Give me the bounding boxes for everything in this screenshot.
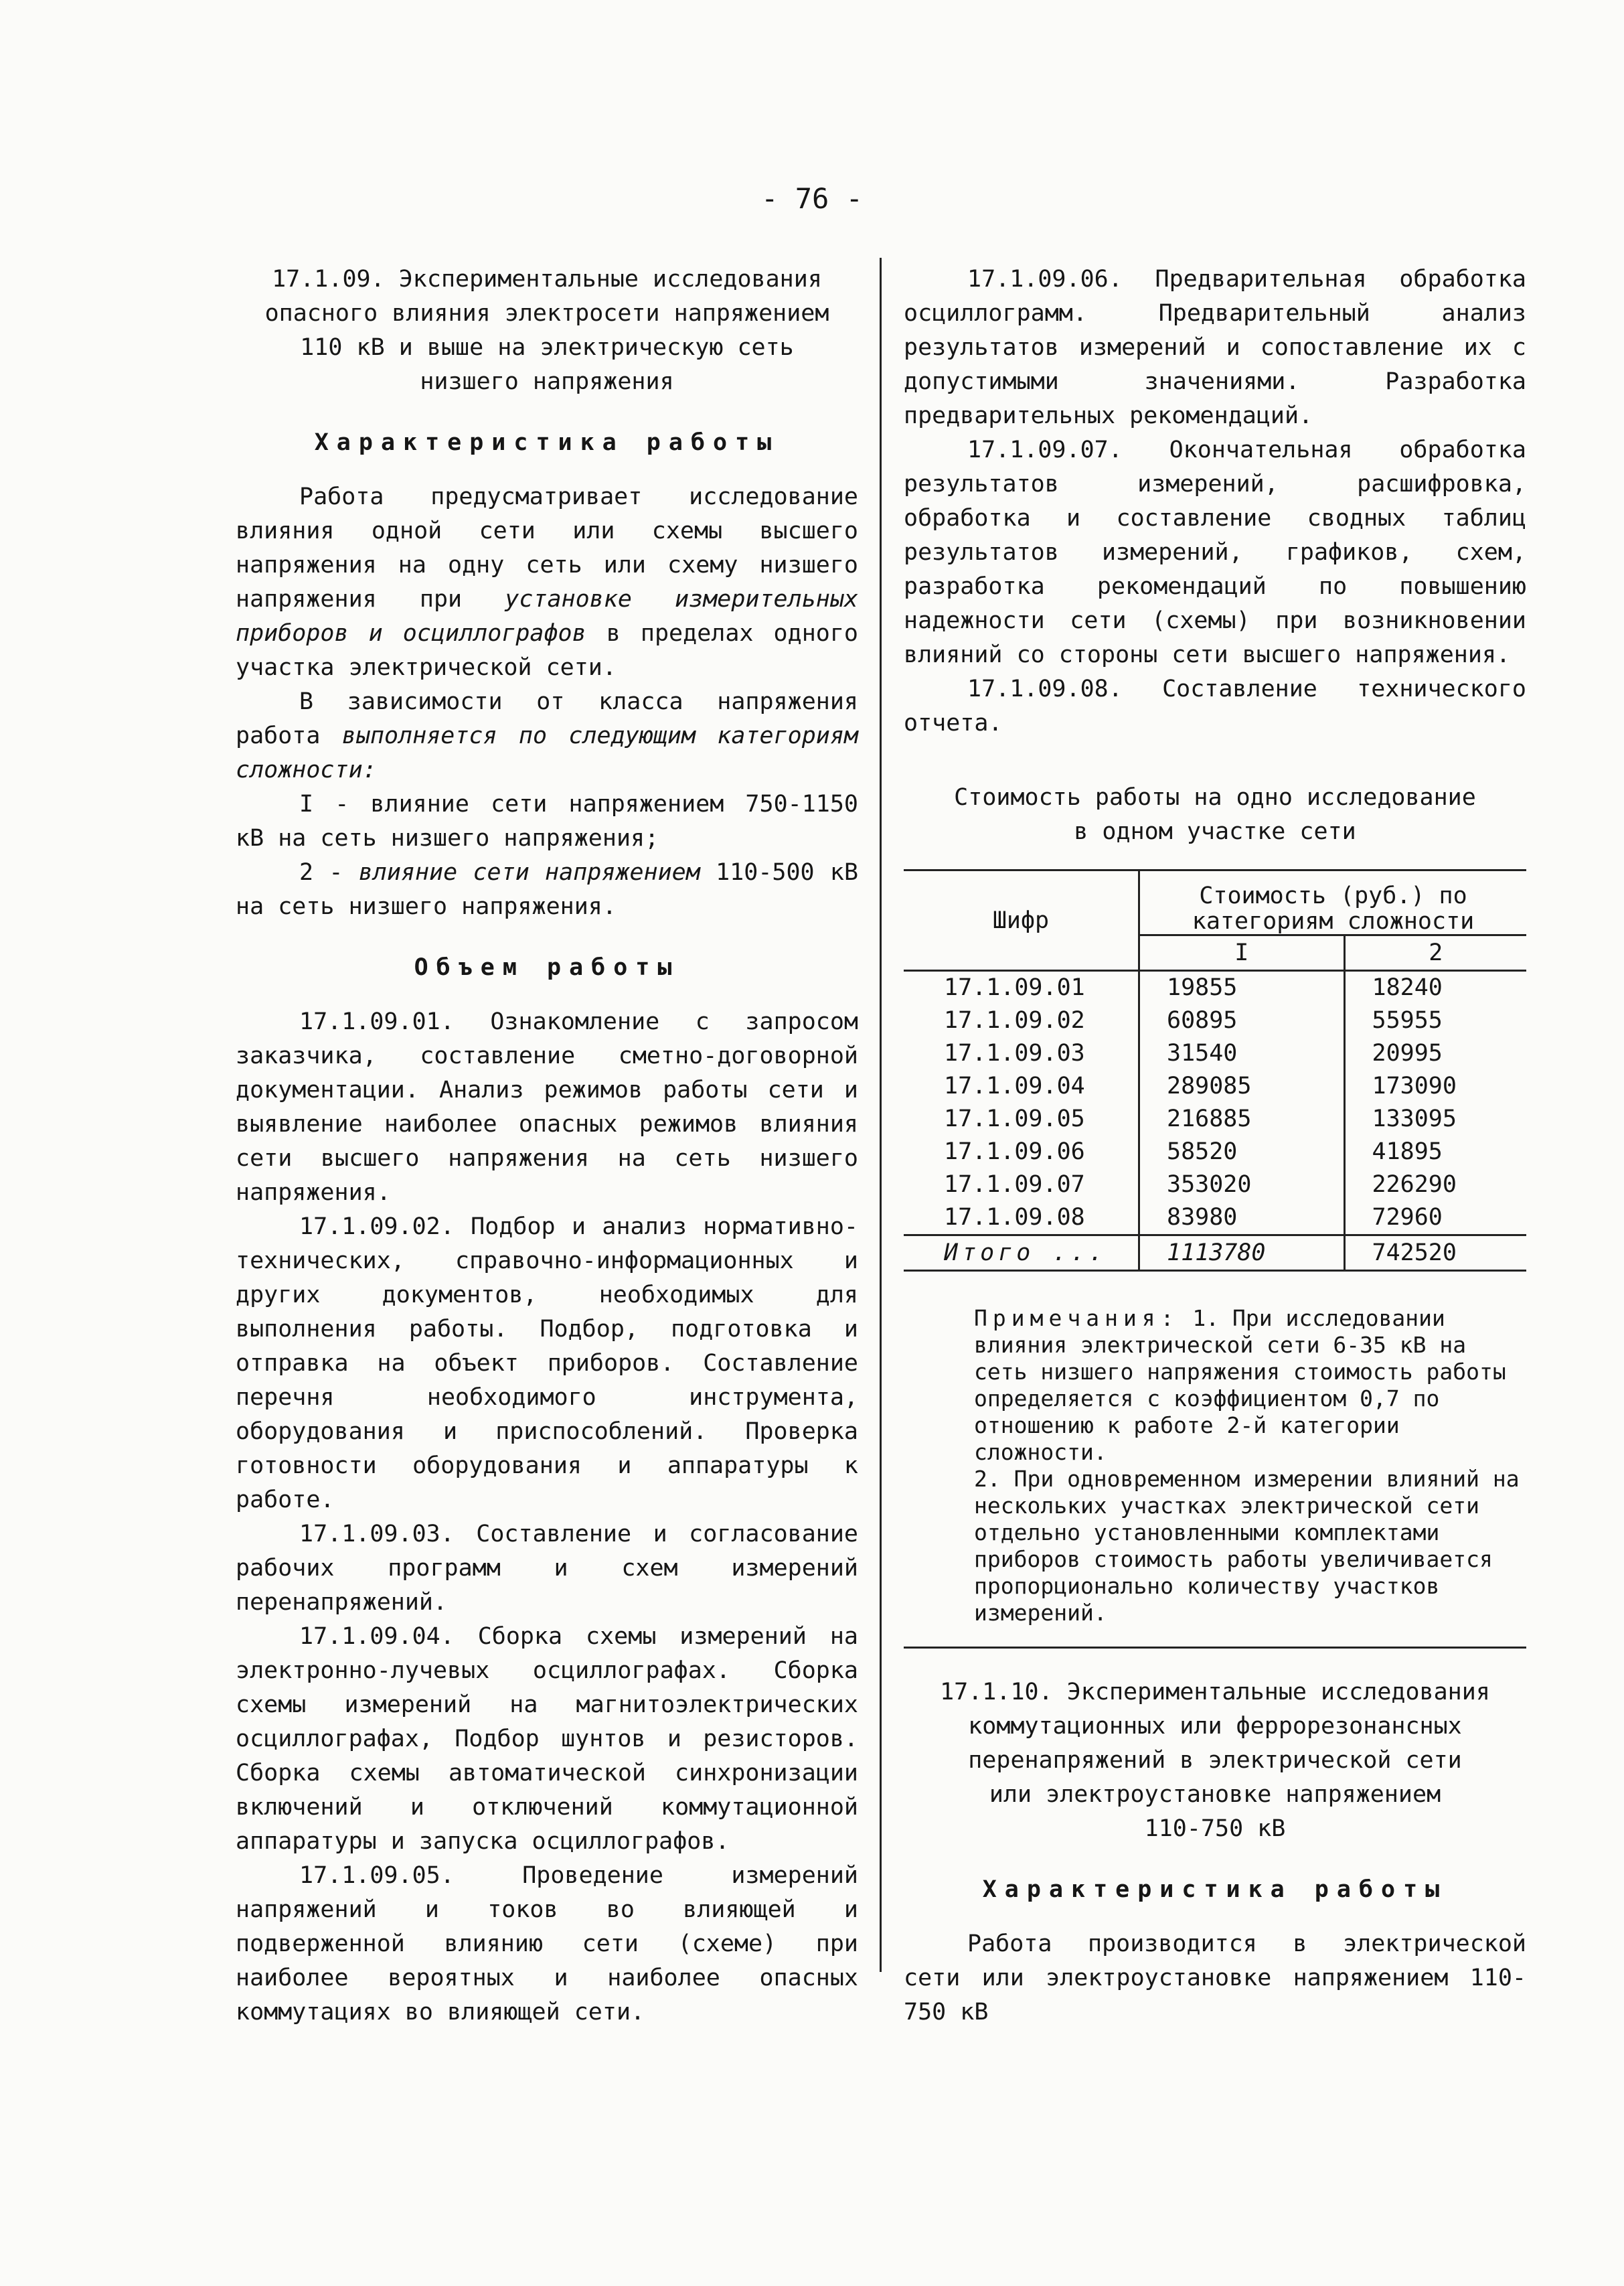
- section-title-17-1-09: [236, 262, 858, 399]
- work-item: 17.1.09.07. Окончательная обработка результатов измерений, расшифровка, обработка и составление сводных таблиц результатов измерений, графиков, схем, разработка рекомендаций по повышению надежности сети (схемы) при возникновении влияний со стороны сети высшего напряжения.: [904, 437, 1526, 668]
- text: В зависимости от класса напряжения работа: [236, 688, 858, 749]
- text: 2 -: [299, 859, 343, 886]
- cell-code: 17.1.09.08: [944, 1204, 1085, 1231]
- work-item: 17.1.09.02. Подбор и анализ нормативно-технических, справочно-информационных и других документов, необходимых для выполнения работы. Подбор, подготовка и отправка на объект приборов. Составление перечня необходимого инструмента, оборудования и приспособлений. Проверка готовности оборудования и аппаратуры к работе.: [236, 1213, 858, 1513]
- cell-cat-1: 58520: [1139, 1136, 1345, 1168]
- cell-cat-2: 72960: [1344, 1201, 1526, 1235]
- total-cat-1: 1113780: [1139, 1235, 1345, 1271]
- cell-cat-1: 289085: [1139, 1070, 1345, 1103]
- cell-cat-2: 55955: [1344, 1004, 1526, 1037]
- cell-code: 17.1.09.03: [944, 1040, 1085, 1067]
- paragraph-description: [236, 480, 858, 685]
- title-line: перенапряжений в электрической сети: [968, 1747, 1462, 1774]
- table-row: [904, 1168, 1526, 1201]
- total-cat-2: 742520: [1344, 1235, 1526, 1271]
- caption-line: в одном участке сети: [1074, 818, 1356, 845]
- table-caption: [904, 781, 1526, 849]
- paragraph-last: Работа производится в электрической сети или электроустановке напряжением 110-750 кВ: [904, 1930, 1526, 2026]
- cell-code: 17.1.09.06: [944, 1138, 1085, 1165]
- table-row: [904, 1136, 1526, 1168]
- cell-code: 17.1.09.01: [944, 974, 1085, 1001]
- heading-work-scope: Объем работы: [414, 954, 680, 981]
- column-header-cat-2: 2: [1344, 935, 1526, 971]
- right-column: [904, 262, 1526, 2030]
- table-header-row: [904, 870, 1526, 935]
- page-number: - 76 -: [761, 182, 863, 215]
- cell-cat-1: 60895: [1139, 1004, 1345, 1037]
- title-line: или электроустановке напряжением: [989, 1781, 1441, 1808]
- section-title-17-1-10: [904, 1675, 1526, 1846]
- title-line: 110 кВ и выше на электрическую сеть: [300, 334, 794, 361]
- column-header-code: Шифр: [904, 870, 1139, 971]
- text: 110-500 кВ на сеть низшего напряжения.: [236, 859, 859, 920]
- heading-work-characteristic: Характеристика работы: [314, 429, 780, 456]
- table-notes: [974, 1305, 1526, 1626]
- cell-cat-1: 31540: [1139, 1037, 1345, 1070]
- table-row: [904, 1201, 1526, 1235]
- category-1: I - влияние сети напряжением 750-1150 кВ на сеть низшего напряжения;: [236, 791, 858, 852]
- caption-line: Стоимость работы на одно исследование: [954, 784, 1476, 811]
- title-line: низшего напряжения: [420, 368, 674, 395]
- column-header-cost: Стоимость (руб.) по категориям сложности: [1139, 870, 1527, 935]
- cell-cat-1: 83980: [1139, 1201, 1345, 1235]
- cell-cat-2: 173090: [1344, 1070, 1526, 1103]
- work-item: 17.1.09.08. Составление технического отчета.: [904, 676, 1526, 737]
- table-row: [904, 1103, 1526, 1136]
- left-column: [236, 262, 858, 2030]
- cell-code: 17.1.09.04: [944, 1073, 1085, 1099]
- text-italic: установке измерительных приборов и осциллографов: [236, 586, 858, 647]
- heading-work-characteristic-2: Характеристика работы: [982, 1876, 1448, 1903]
- text: в пределах одного участка электрической сети.: [236, 620, 858, 681]
- cell-code: 17.1.09.05: [944, 1106, 1085, 1132]
- category-2: [236, 856, 858, 924]
- table-row: [904, 971, 1526, 1005]
- table-row: [904, 1070, 1526, 1103]
- title-line: опасного влияния электросети напряжением: [264, 300, 829, 327]
- total-label: Итого ...: [904, 1235, 1139, 1271]
- title-line: коммутационных или феррорезонансных: [968, 1713, 1462, 1740]
- notes-line: [974, 1305, 1526, 1466]
- cell-cat-1: 19855: [1139, 971, 1345, 1005]
- column-header-cat-1: I: [1139, 935, 1345, 971]
- text-italic: влияние сети напряжением: [358, 859, 700, 886]
- text: Работа предусматривает исследование влияния одной сети или схемы высшего напряжения на одну сеть или схему низшего напряжения при: [236, 483, 858, 613]
- paragraph-categories: [236, 685, 858, 787]
- title-line: 110-750 кВ: [1144, 1815, 1286, 1842]
- cell-cat-2: 41895: [1344, 1136, 1526, 1168]
- cost-table: [904, 869, 1526, 1272]
- column-divider: [880, 258, 882, 1972]
- notes-label: Примечания:: [974, 1305, 1180, 1331]
- table-row: [904, 1004, 1526, 1037]
- text-italic: выполняется по следующим категориям сложности:: [236, 722, 859, 783]
- cell-cat-2: 133095: [1344, 1103, 1526, 1136]
- table-total-row: [904, 1235, 1526, 1271]
- title-line: 17.1.09. Экспериментальные исследования: [272, 266, 822, 293]
- cell-cat-1: 353020: [1139, 1168, 1345, 1201]
- work-item: 17.1.09.03. Составление и согласование рабочих программ и схем измерений перенапряжений.: [236, 1521, 858, 1616]
- table-row: [904, 1037, 1526, 1070]
- cell-cat-2: 18240: [1344, 971, 1526, 1005]
- cell-cat-2: 226290: [1344, 1168, 1526, 1201]
- cell-code: 17.1.09.07: [944, 1171, 1085, 1198]
- work-item: 17.1.09.04. Сборка схемы измерений на электронно-лучевых осциллографах. Сборка схемы измерений на магнитоэлектрических осциллографах, Подбор шунтов и резисторов. Сборка схемы автоматической синхронизации включений и отключений коммутационной аппаратуры и запуска осциллографов.: [236, 1623, 858, 1855]
- section-divider: [904, 1647, 1526, 1649]
- note-2: 2. При одновременном измерении влияний на нескольких участках электрической сети отдельно установленными комплектами приборов стоимость работы увеличивается пропорционально количеству участков измерений.: [974, 1466, 1520, 1626]
- work-item: 17.1.09.01. Ознакомление с запросом заказчика, составление сметно-договорной документации. Анализ режимов работы сети и выявление наиболее опасных режимов влияния сети высшего напряжения на сеть низшего напряжения.: [236, 1008, 858, 1206]
- work-item: 17.1.09.05. Проведение измерений напряжений и токов во влияющей и подверженной влиянию сети (схеме) при наиболее вероятных и наиболее опасных коммутациях во влияющей сети.: [236, 1862, 858, 2026]
- cell-code: 17.1.09.02: [944, 1007, 1085, 1034]
- cell-cat-1: 216885: [1139, 1103, 1345, 1136]
- cell-cat-2: 20995: [1344, 1037, 1526, 1070]
- title-line: 17.1.10. Экспериментальные исследования: [940, 1679, 1490, 1705]
- note-1: 1. При исследовании влияния электрической сети 6-35 кВ на сеть низшего напряжения стоимость работы определяется с коэффициентом 0,7 по отношению к работе 2-й категории сложности.: [974, 1305, 1506, 1465]
- work-item: 17.1.09.06. Предварительная обработка осциллограмм. Предварительный анализ результатов измерений и сопоставление их с допустимыми значениями. Разработка предварительных рекомендаций.: [904, 266, 1526, 429]
